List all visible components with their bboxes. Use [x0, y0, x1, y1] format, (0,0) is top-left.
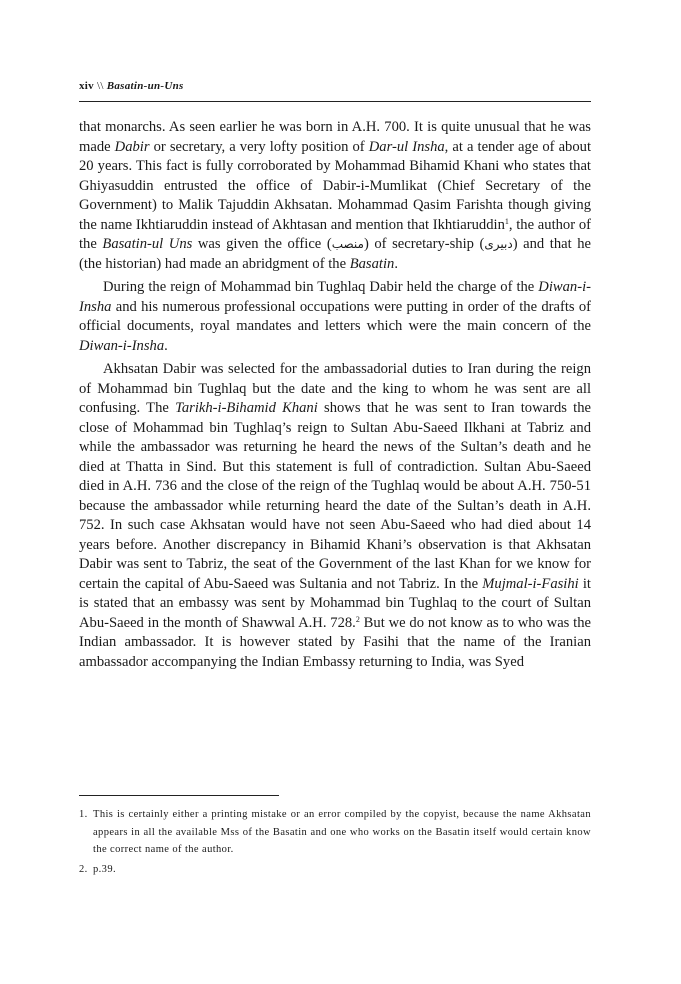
header-separator: \\	[96, 80, 104, 92]
paragraph-1	[79, 118, 591, 274]
italic-term: Dabir	[114, 138, 150, 155]
italic-term: Diwan-i-Insha	[79, 337, 165, 354]
page-number: xiv	[79, 80, 94, 92]
italic-term: Tarikh-i-Bihamid Khani	[175, 400, 318, 416]
text-run: it is stated that an embassy was sent by Mohammad bin Tughlaq to the court of Sultan Abu-Saeed in the month of Shawwal A.H. 728.	[79, 575, 591, 631]
italic-term: Basatin	[349, 255, 395, 272]
italic-term: Diwan-i-Insha	[79, 279, 591, 315]
footnote-ref-1: 1	[504, 216, 509, 226]
footnote-number: 1.	[79, 809, 88, 820]
paragraph-3	[79, 360, 591, 672]
footnote-text: This is certainly either a printing mistake or an error compiled by the copyist, because the name Akhsatan appears in all the available Mss of the Basatin and one who works on the Basatin itself would certain know the correct name of the author.	[93, 809, 591, 855]
footnote-text: p.39.	[93, 863, 116, 875]
text-run: , the author of the	[79, 216, 591, 252]
footnote-2	[79, 861, 591, 879]
arabic-term: منصب	[331, 237, 364, 251]
italic-term: Basatin-ul Uns	[102, 236, 193, 252]
text-run: .	[164, 337, 168, 354]
body-text	[79, 118, 591, 676]
footnotes	[79, 806, 591, 880]
book-page	[79, 0, 591, 984]
text-run: that monarchs. As seen earlier he was born in A.H. 700. It is quite unusual that he was made	[79, 119, 591, 155]
text-run: Akhsatan Dabir was selected for the ambassadorial duties to Iran during the reign of Mohammad bin Tughlaq but the date and the king to whom he was sent are all confusing. The	[79, 361, 591, 416]
footnote-1	[79, 806, 591, 859]
text-run: During the reign of Mohammad bin Tughlaq Dabir held the charge of the	[103, 279, 539, 295]
text-run: , at a tender age of about 20 years. This fact is fully corroborated by Mohammad Bihamid Khani who states that Ghiyasuddin entrusted the office of Dabir-i-Mumlikat (Chief Secretary of the Government) to Malik Tajuddin Akhsatan. Mohammad Qasim Farishta though giving the name Ikhtiaruddin instead of Akhtasan and mention that Ikhtiaruddin	[79, 138, 591, 233]
paragraph-2	[79, 278, 591, 356]
text-run: But we do not know as to who was the Indian ambassador. It is however stated by Fasihi that the name of the Iranian ambassador accompanying the Indian Embassy returning to India, was Syed	[79, 614, 591, 670]
text-run: and his numerous professional occupations were putting in order of the drafts of official documents, royal mandates and letters which were the main concern of the	[79, 298, 591, 334]
header-rule	[79, 101, 591, 102]
text-run: ) of secretary-ship (	[363, 236, 485, 252]
text-run: shows that he was sent to Iran towards the close of Mohammad bin Tughlaq’s reign to Sultan Abu-Saeed Ilkhani at Tabriz and while the ambassador was returning he heard the news of the Sultan’s death and he died at Thatta in Sind. But this statement is full of contradiction. Sultan Abu-Saeed died in A.H. 736 and the close of the reign of the Tughlaq would be about A.H. 750-51 because the ambassador while returning heard the date of the Sultan’s death in A.H. 752. In such case Akhsatan would have not seen Abu-Saeed who had died about 14 years before. Another discrepancy in Bihamid Khani’s observation is that Akhsatan Dabir was sent to Tabriz, the seat of the Government of the last Khan for we know for certain the capital of Abu-Saeed was Sultania and not Tabriz. In the	[79, 400, 591, 592]
text-run: or secretary, a very lofty position of	[149, 138, 369, 155]
running-header	[79, 80, 591, 92]
running-title: Basatin-un-Uns	[106, 80, 184, 92]
text-run: .	[394, 255, 398, 272]
footnote-rule	[79, 795, 279, 796]
arabic-term: دبیری	[484, 237, 513, 251]
italic-term: Dar-ul Insha	[368, 138, 445, 155]
text-run: was given the office (	[192, 236, 332, 252]
footnote-number: 2.	[79, 863, 88, 875]
italic-term: Mujmal-i-Fasihi	[482, 575, 579, 592]
footnote-ref-2: 2	[355, 614, 360, 624]
text-run: ) and that he (the historian) had made an abridgment of the	[79, 236, 592, 272]
